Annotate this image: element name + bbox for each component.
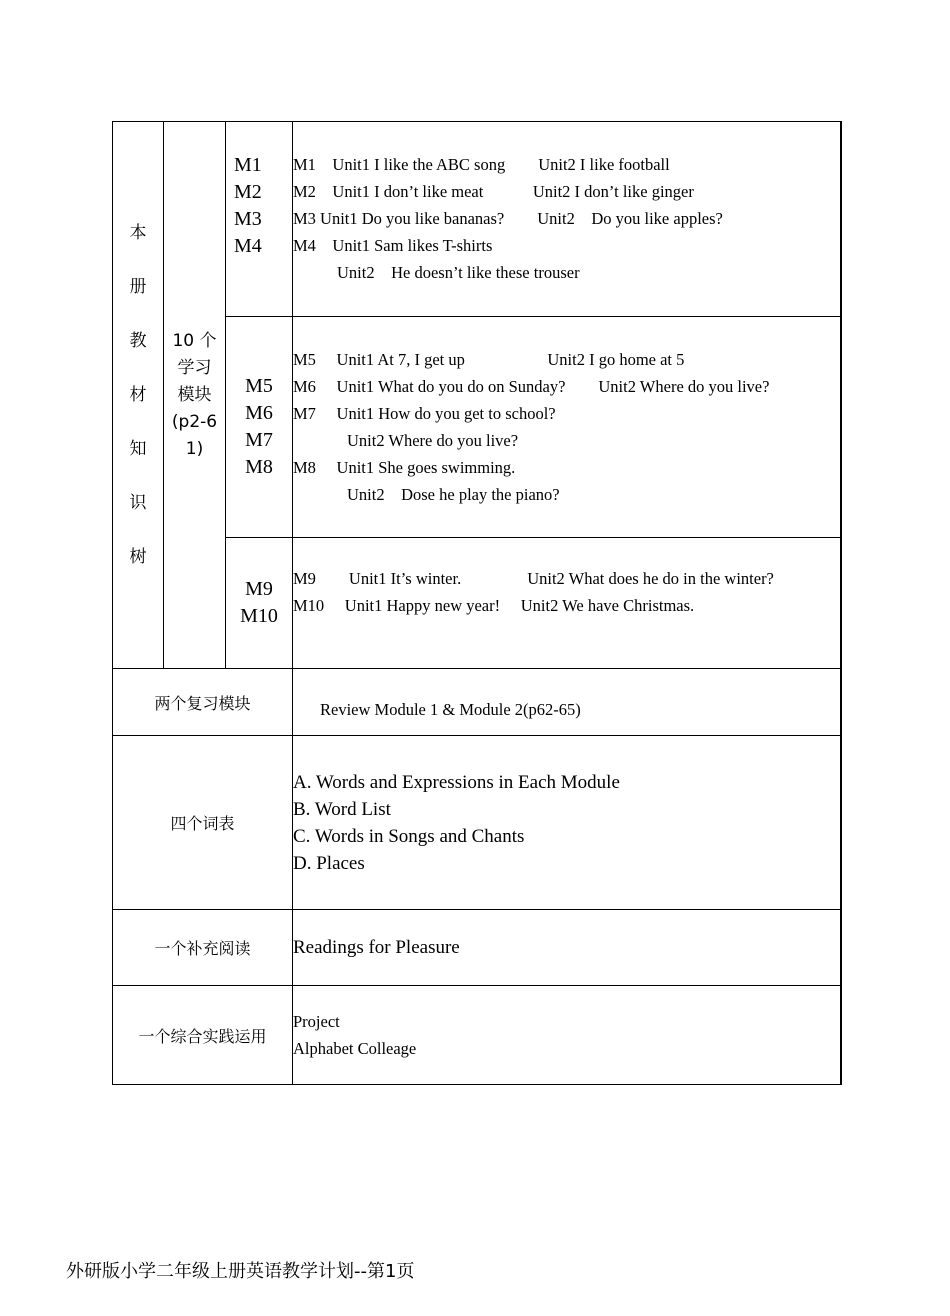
knowledge-tree-label xyxy=(113,122,164,669)
vertical-char: 教 xyxy=(129,330,147,351)
module-group-2-labels xyxy=(226,317,293,538)
ten-modules-label xyxy=(164,122,226,669)
ten-modules-line: (p2-6 xyxy=(171,411,218,432)
module-label: M1 xyxy=(234,154,262,176)
review-content: Review Module 1 & Module 2(p62-65) xyxy=(293,669,841,736)
project-label: 一个综合实践运用 xyxy=(113,986,293,1085)
module-label: M8 xyxy=(245,456,273,478)
unit-line: Unit2 Where do you live? xyxy=(347,431,519,450)
ten-modules-line: 模块 xyxy=(177,384,212,405)
unit-line: M8 Unit1 She goes swimming. xyxy=(293,458,516,477)
vertical-char: 册 xyxy=(129,276,147,297)
wordlist-item: D. Places xyxy=(293,852,365,874)
unit-line: M10 Unit1 Happy new year! Unit2 We have Christmas. xyxy=(293,596,695,615)
module-label: M7 xyxy=(245,429,273,451)
ten-modules-line: 学习 xyxy=(177,357,212,378)
vertical-char: 知 xyxy=(129,438,147,459)
module-label: M9 xyxy=(245,578,273,600)
vertical-char: 材 xyxy=(129,384,147,405)
ten-modules-line: 10 个 xyxy=(172,330,217,351)
curriculum-table xyxy=(112,121,842,1085)
module-label: M5 xyxy=(245,375,273,397)
project-line: Alphabet Colleage xyxy=(293,1039,417,1058)
module-group-1-content xyxy=(293,122,841,317)
wordlists-content xyxy=(293,736,841,910)
module-group-1-labels xyxy=(226,122,293,317)
wordlists-label: 四个词表 xyxy=(113,736,293,910)
wordlist-item: B. Word List xyxy=(293,798,391,820)
review-label: 两个复习模块 xyxy=(113,669,293,736)
module-group-2-content xyxy=(293,317,841,538)
vertical-char: 本 xyxy=(129,222,147,243)
ten-modules-line: 1) xyxy=(185,438,204,459)
module-label: M3 xyxy=(234,208,262,230)
unit-line: M9 Unit1 It’s winter. Unit2 What does he do in the winter? xyxy=(293,569,774,588)
reading-label: 一个补充阅读 xyxy=(113,910,293,986)
wordlist-item: A. Words and Expressions in Each Module xyxy=(293,771,620,793)
unit-line: M7 Unit1 How do you get to school? xyxy=(293,404,556,423)
vertical-char: 树 xyxy=(129,546,147,567)
module-label: M2 xyxy=(234,181,262,203)
unit-line: M2 Unit1 I don’t like meat Unit2 I don’t like ginger xyxy=(293,182,694,201)
unit-line: M3 Unit1 Do you like bananas? Unit2 Do you like apples? xyxy=(293,209,723,228)
reading-content: Readings for Pleasure xyxy=(293,910,841,986)
project-line: Project xyxy=(293,1012,340,1031)
unit-line: M6 Unit1 What do you do on Sunday? Unit2 Where do you live? xyxy=(293,377,770,396)
module-group-3-content xyxy=(293,538,841,669)
unit-line: M5 Unit1 At 7, I get up Unit2 I go home at 5 xyxy=(293,350,685,369)
vertical-char: 识 xyxy=(129,492,147,513)
unit-line: Unit2 He doesn’t like these trouser xyxy=(337,263,580,282)
module-label: M4 xyxy=(234,235,262,257)
module-label: M10 xyxy=(240,605,278,627)
module-label: M6 xyxy=(245,402,273,424)
wordlist-item: C. Words in Songs and Chants xyxy=(293,825,525,847)
module-group-3-labels xyxy=(226,538,293,669)
project-content xyxy=(293,986,841,1085)
unit-line: M4 Unit1 Sam likes T-shirts xyxy=(293,236,493,255)
page-footer: 外研版小学二年级上册英语教学计划--第1页 xyxy=(66,1261,415,1282)
unit-line: Unit2 Dose he play the piano? xyxy=(347,485,560,504)
unit-line: M1 Unit1 I like the ABC song Unit2 I like football xyxy=(293,155,670,174)
